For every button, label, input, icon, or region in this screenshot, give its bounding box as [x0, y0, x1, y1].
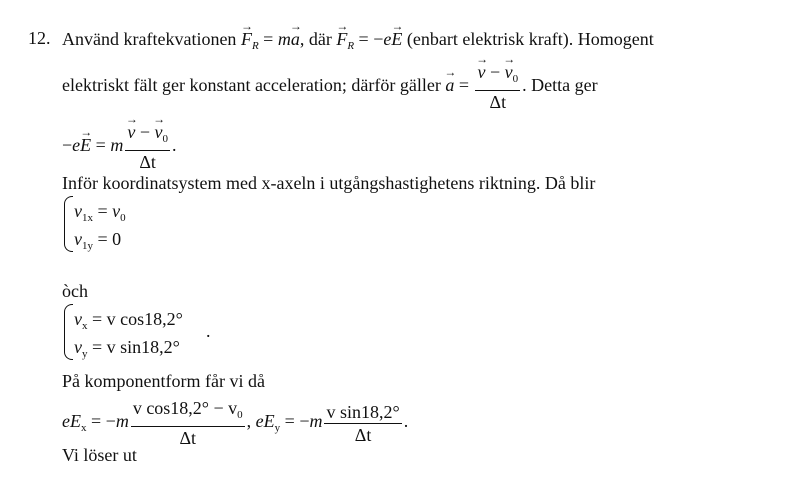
sub-R-2: R [347, 40, 355, 52]
text-elektriskt: elektriskt fält ger konstant acceleration; därför gäller [62, 75, 441, 96]
line-2 [62, 62, 598, 112]
eq-2: = [358, 29, 369, 49]
line-3: −e→ E = m → $\frac{v - \to v_0}{\Delta t}$ . [62, 122, 176, 172]
mass-m: m [277, 29, 291, 49]
eq-v1x: $v_{1x} = v_0$ [74, 201, 126, 224]
text-dar: , där [299, 29, 332, 49]
brace-2 [64, 304, 73, 360]
eq-3: = [458, 75, 469, 96]
fraction-Ex: $\frac{v \cos 18,2^\circ - v_0}{\Delta t}$ [132, 398, 243, 448]
sub-R: R [251, 40, 259, 52]
vec-a: → a [291, 28, 300, 50]
eq-vy: $v_y = v$ sin18,2° [74, 337, 180, 360]
vec-v0: → v [505, 62, 513, 82]
vec-F: → F [241, 28, 252, 50]
fraction-eq3: → $\frac{v - \to v_0}{\Delta t}$ [125, 122, 170, 172]
text-anvand: Använd kraftekvationen [62, 29, 237, 49]
line-4: Inför koordinatsystem med x-axeln i utgångshastighetens riktning. Då blir [62, 173, 596, 193]
text-och: òch [62, 281, 88, 301]
text-detta: . Detta ger [522, 75, 598, 96]
vec-v: → v [477, 62, 485, 82]
eq-components: $eE_x = -m$ $\frac{v \cos 18,2^\circ - v_0}{\Delta t}$ , $eE_y = -m$ $\frac{\text{v sin18,2°}}{\Delta t}$ . [62, 398, 409, 448]
period-sys2: . [206, 321, 211, 341]
vec-F-2: → F [336, 28, 347, 50]
minus: − [373, 29, 384, 49]
brace-1 [64, 196, 73, 252]
vec-a-2: → a [445, 74, 454, 96]
eq-vx: $v_x = v$ cos18,2° [74, 309, 183, 332]
eq: = [263, 29, 274, 49]
problem-number: 12. [28, 28, 51, 48]
text-komponentform: På komponentform får vi då [62, 371, 265, 391]
eq-v1y: $v_{1y} = 0$ [74, 229, 122, 252]
vec-E-2: → E [80, 134, 91, 156]
vec-E: → E [391, 28, 402, 50]
line-1 [62, 28, 654, 57]
text-enbart: (enbart elektrisk kraft). Homogent [406, 29, 654, 49]
charge-e: e [383, 29, 392, 49]
fraction-Ey: $\frac{\text{v sin18,2°}}{\Delta t}$ [326, 401, 400, 445]
fraction-accel: → $\frac{v - \to v_0}{\Delta t}$ [475, 62, 520, 112]
text-vi-loser-ut: Vi löser ut [62, 445, 137, 465]
delta-t: Δt [489, 92, 507, 112]
